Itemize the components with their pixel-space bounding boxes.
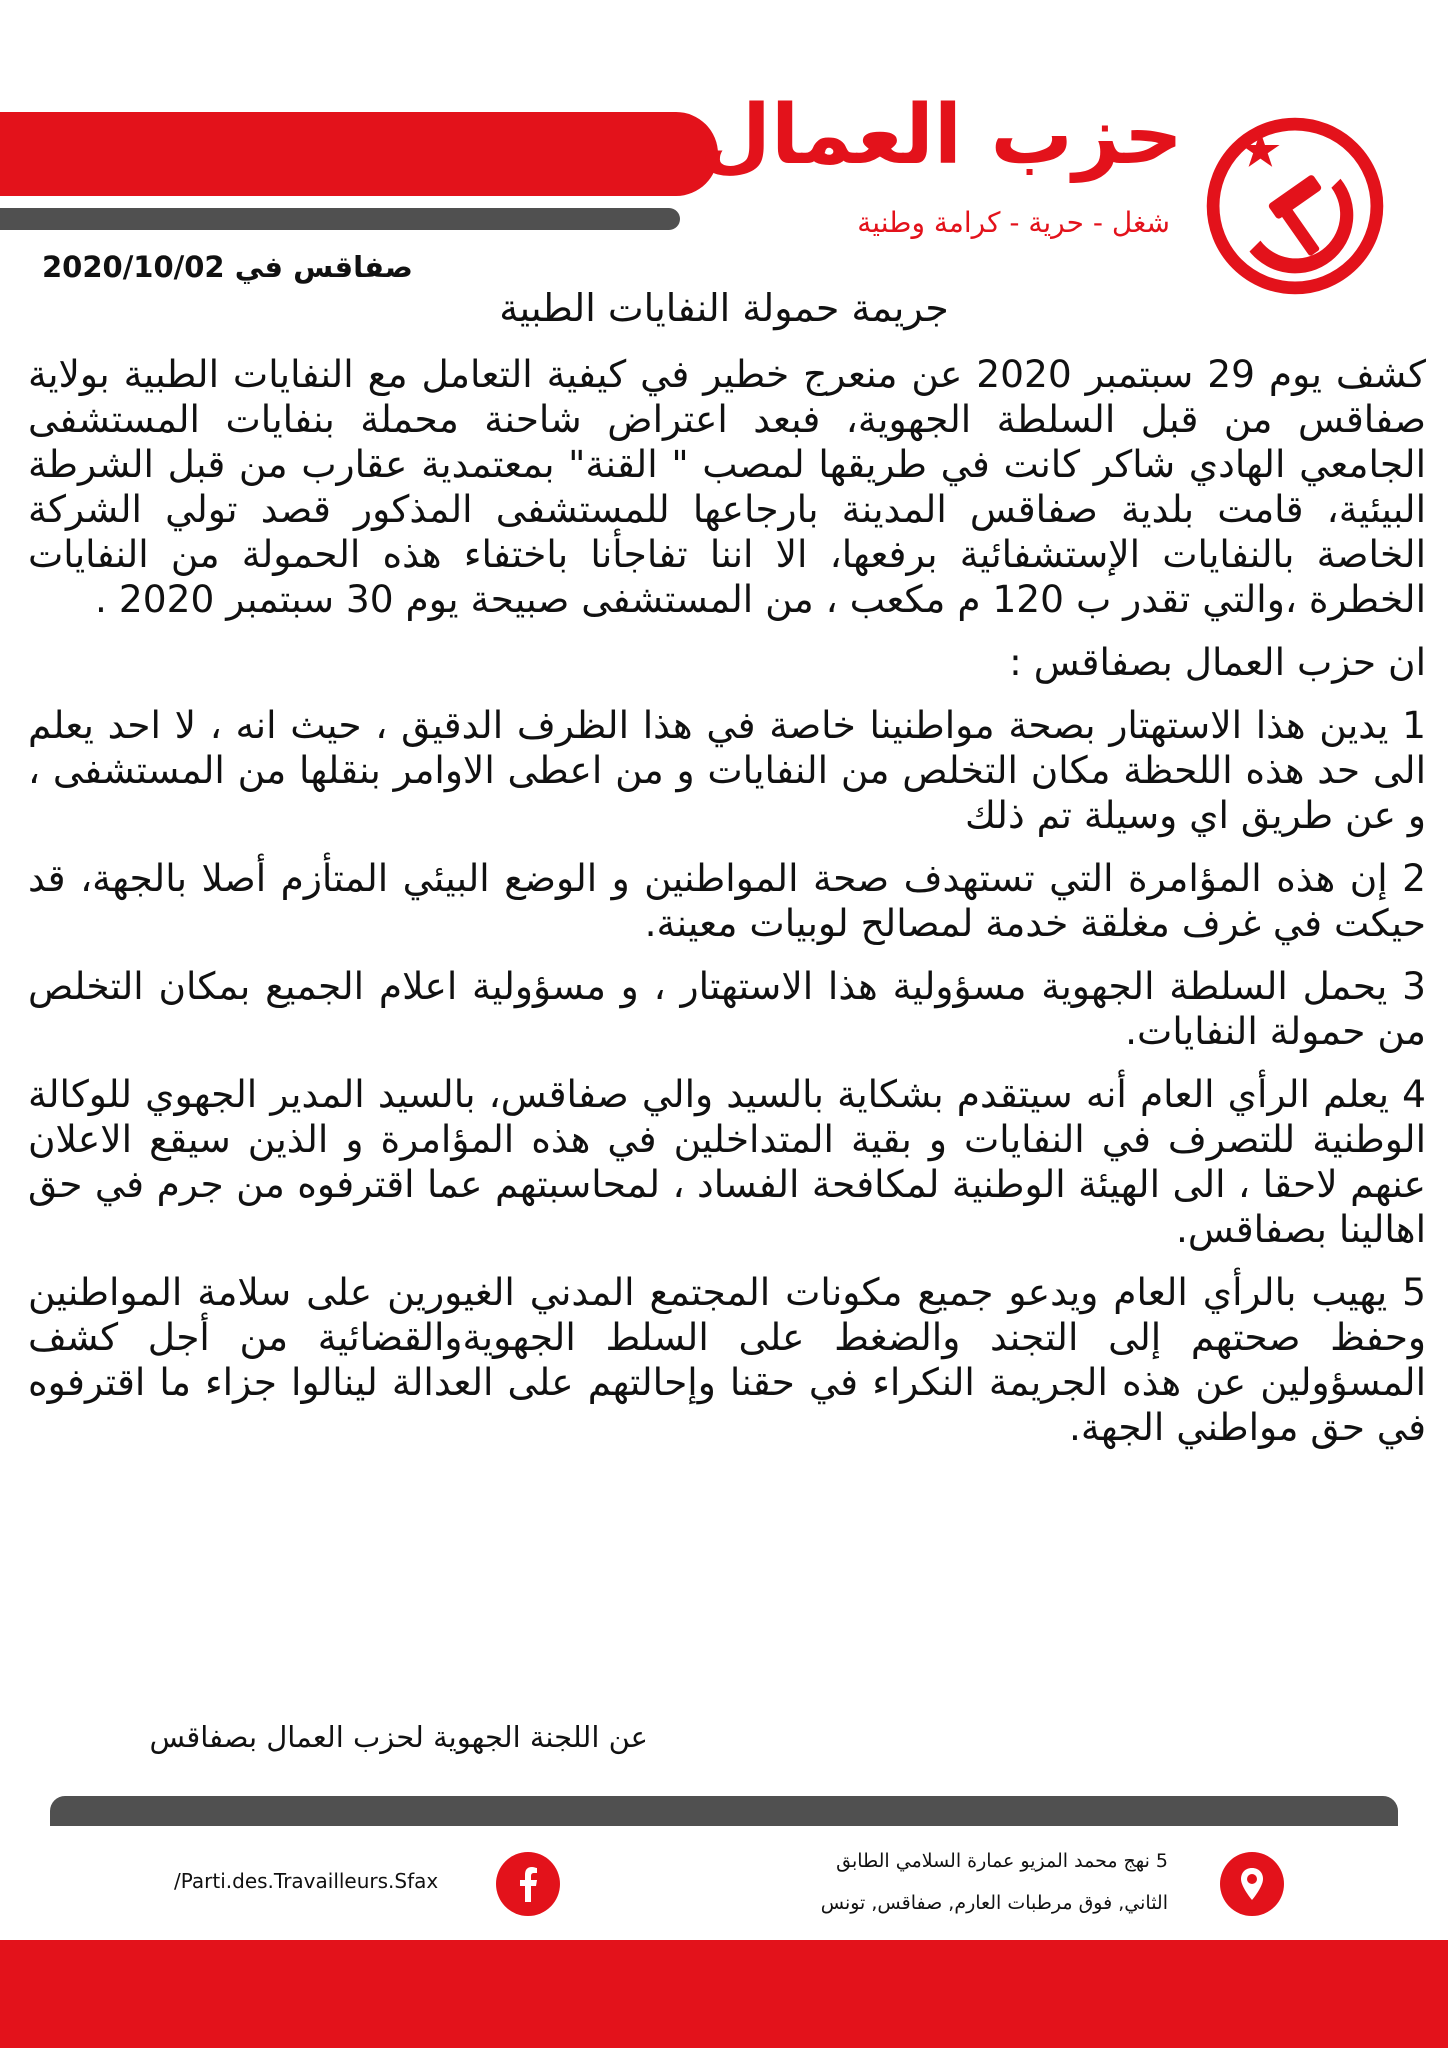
party-name: حزب العمال <box>699 88 1183 183</box>
paragraph-intro: كشف يوم 29 سبتمبر 2020 عن منعرج خطير في كيفية التعامل مع النفايات الطبية بولاية صفاقس من قبل السلطة الجهوية، فبعد اعتراض شاحنة محملة بنفايات المستشفى الجامعي الهادي شاكر كانت في طريقها لمصب " القنة" بمعتمدية عقارب من قبل الشرطة البيئية، قامت بلدية صفاقس المدينة بارجاعها للمستشفى المذكور قصد تولي الشركة الخاصة بالنفايات الإستشفائية برفعها، الا اننا تفاجأنا باختفاء هذه الحمولة من النفايات الخطرة ،والتي تقدر ب 120 م مكعب ، من المستشفى صبيحة يوم 30 سبتمبر 2020 . <box>28 352 1426 621</box>
footer-grey-bar <box>50 1796 1398 1826</box>
paragraph-party-statement: ان حزب العمال بصفاقس : <box>1009 640 1426 684</box>
footer-red-band <box>0 1940 1448 2048</box>
signature: عن اللجنة الجهوية لحزب العمال بصفاقس <box>149 1720 648 1754</box>
hammer-icon <box>1267 174 1322 257</box>
paragraph-point-1: 1 يدين هذا الاستهتار بصحة مواطنينا خاصة في هذا الظرف الدقيق ، حيث انه ، لا احد يعلم الى حد هذه اللحظة مكان التخلص من النفايات و من اعطى الاوامر بنقلها من المستشفى ، و عن طريق اي وسيلة تم ذلك <box>28 703 1426 837</box>
facebook-link[interactable]: /Parti.des.Travailleurs.Sfax <box>174 1869 439 1893</box>
address-line-1: 5 نهج محمد المزيو عمارة السلامي الطابق <box>836 1850 1168 1872</box>
address-line-2: الثاني, فوق مرطبات العارم, صفاقس, تونس <box>820 1892 1168 1914</box>
document-body <box>28 352 1426 1468</box>
paragraph-point-3: 3 يحمل السلطة الجهوية مسؤولية هذا الاستهتار ، و مسؤولية اعلام الجميع بمكان التخلص من حمولة النفايات. <box>28 964 1426 1053</box>
party-logo <box>1204 115 1386 297</box>
facebook-icon[interactable] <box>496 1852 560 1916</box>
paragraph-point-5: 5 يهيب بالرأي العام ويدعو جميع مكونات المجتمع المدني الغيورين على سلامة المواطنين وحفظ صحتهم إلى التجند والضغط على السلط الجهويةوالقضائية من أجل كشف المسؤولين عن هذه الجريمة النكراء في حقنا وإحالتهم على العدالة لينالوا جزاء ما اقترفوه في حق مواطني الجهة. <box>28 1270 1426 1449</box>
paragraph-point-2: 2 إن هذه المؤامرة التي تستهدف صحة المواطنين و الوضع البيئي المتأزم أصلا بالجهة، قد حيكت في غرف مغلقة خدمة لمصالح لوبيات معينة. <box>28 856 1426 945</box>
paragraph-point-4: 4 يعلم الرأي العام أنه سيتقدم بشكاية بالسيد والي صفاقس، بالسيد المدير الجهوي للوكالة الوطنية للتصرف في النفايات و بقية المتداخلين في هذه المؤامرة و الذين سيقع الاعلان عنهم لاحقا ، الى الهيئة الوطنية لمكافحة الفساد ، لمحاسبتهم عما اقترفوه من جرم في حق اهالينا بصفاقس. <box>28 1072 1426 1251</box>
document-title: جريمة حمولة النفايات الطبية <box>499 286 949 330</box>
party-slogan: شغل - حرية - كرامة وطنية <box>857 206 1170 239</box>
header-red-bar <box>0 112 718 196</box>
header-grey-bar <box>0 208 680 230</box>
document-date: صفاقس في 2020/10/02 <box>42 250 413 284</box>
location-pin-icon <box>1220 1852 1284 1916</box>
